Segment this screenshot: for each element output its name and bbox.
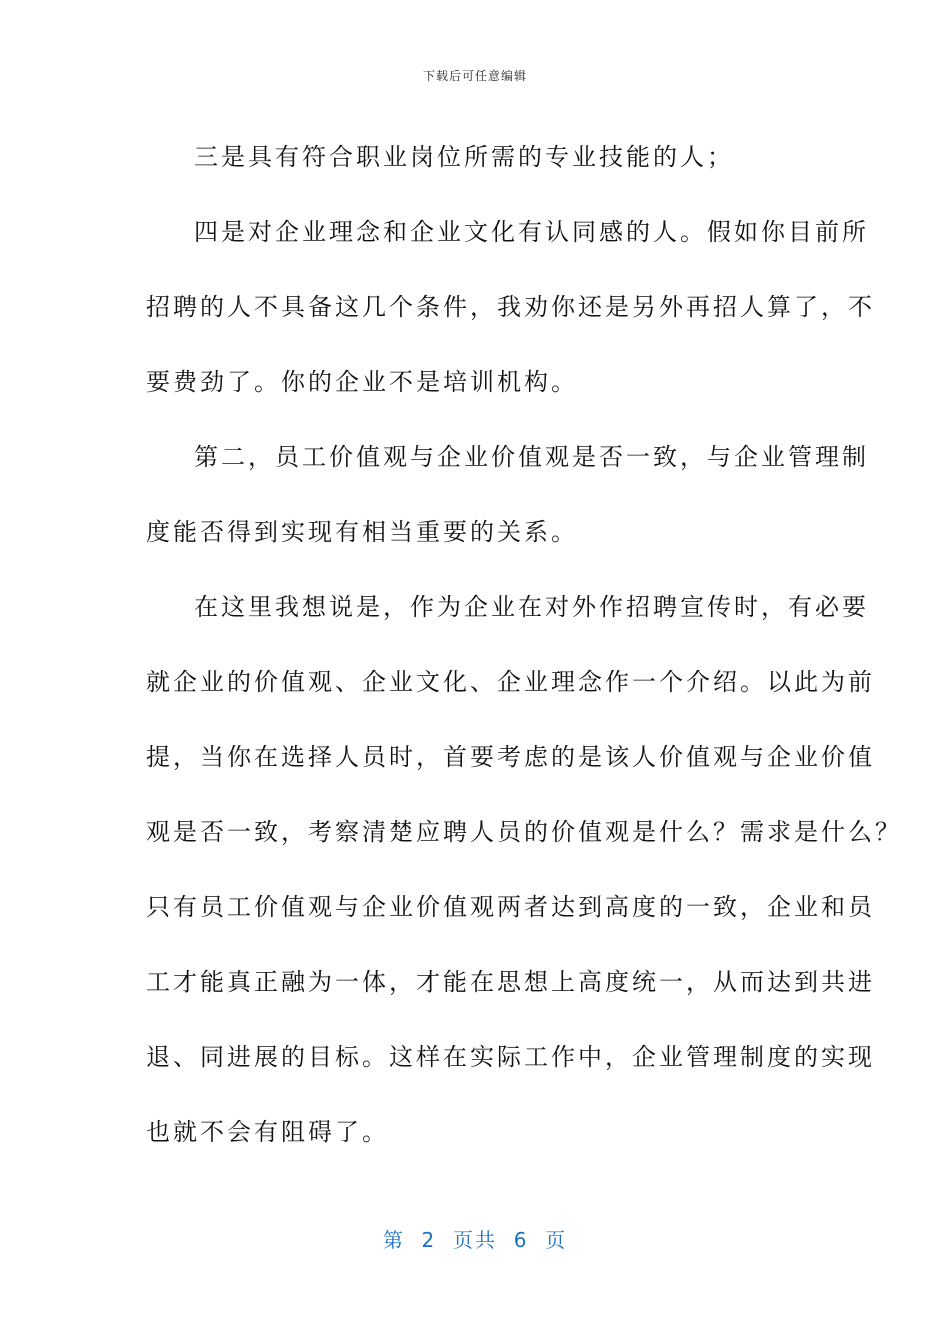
header-note: 下载后可任意编辑 — [422, 69, 527, 83]
document-body — [146, 120, 902, 1170]
page-number-footer: 第 2 页共 6 页 — [382, 1228, 568, 1252]
paragraph-line: 在这里我想说是，作为企业在对外作招聘宣传时，有必要 — [194, 593, 869, 621]
paragraph-line: 退、同进展的目标。这样在实际工作中，企业管理制度的实现 — [146, 1043, 875, 1071]
paragraph-line: 四是对企业理念和企业文化有认同感的人。假如你目前所 — [194, 218, 869, 246]
paragraph-line: 观是否一致，考察清楚应聘人员的价值观是什么？需求是什么？ — [146, 818, 902, 846]
paragraph-line: 招聘的人不具备这几个条件，我劝你还是另外再招人算了，不 — [146, 293, 875, 321]
paragraph-line: 提，当你在选择人员时，首要考虑的是该人价值观与企业价值 — [146, 743, 875, 771]
paragraph-line: 就企业的价值观、企业文化、企业理念作一个介绍。以此为前 — [146, 668, 875, 696]
paragraph-line: 只有员工价值观与企业价值观两者达到高度的一致，企业和员 — [146, 893, 875, 921]
paragraph-line: 度能否得到实现有相当重要的关系。 — [146, 518, 578, 546]
paragraph-line: 工才能真正融为一体，才能在思想上高度统一，从而达到共进 — [146, 968, 875, 996]
paragraph-line: 第二，员工价值观与企业价值观是否一致，与企业管理制 — [194, 443, 869, 471]
paragraph-line: 也就不会有阻碍了。 — [146, 1118, 389, 1146]
paragraph-line: 要费劲了。你的企业不是培训机构。 — [146, 368, 578, 396]
paragraph-line: 三是具有符合职业岗位所需的专业技能的人； — [194, 143, 734, 171]
